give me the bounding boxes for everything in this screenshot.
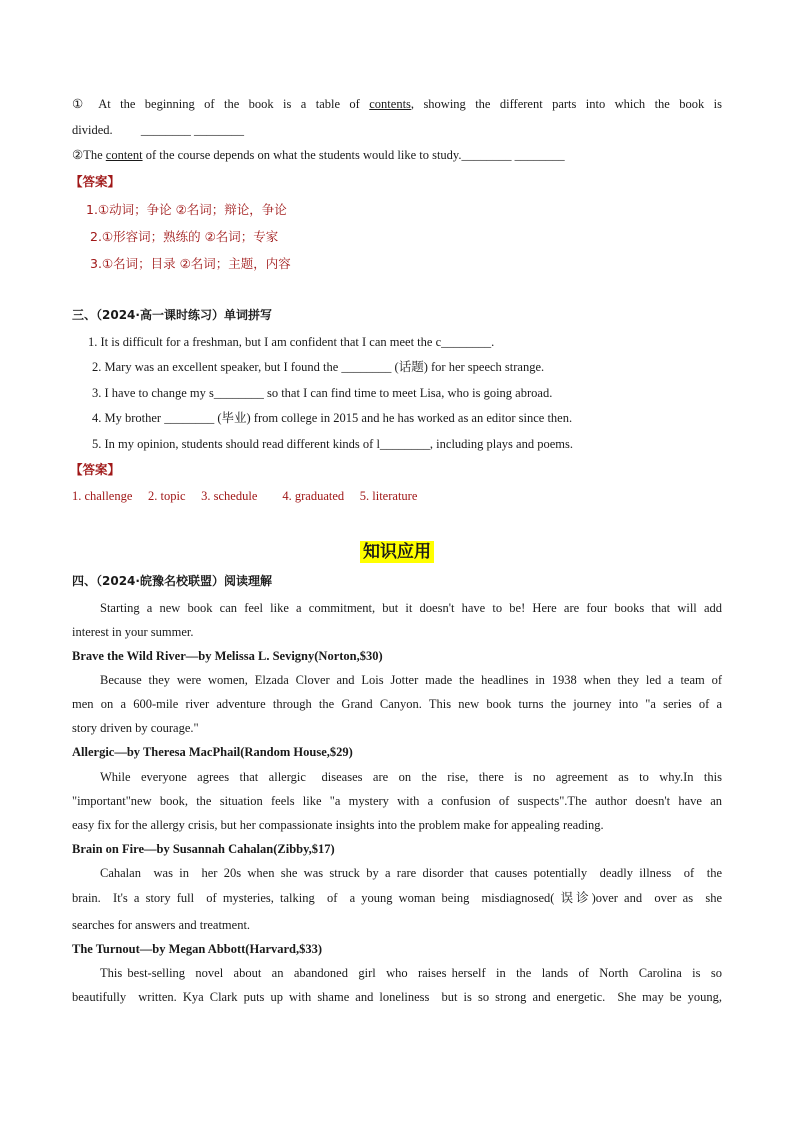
book-1-heading: Brave the Wild River—by Melissa L. Sevigny(Norton,$30) <box>72 649 383 663</box>
answer-item-1: 1.①动词；争论 ②名词；辩论，争论 <box>86 202 287 217</box>
intro-line-2: interest in your summer. <box>72 625 194 639</box>
book-1-line-3: story driven by courage." <box>72 721 199 735</box>
answer-item-3: 3.①名词；目录 ②名词；主题，内容 <box>90 256 291 271</box>
book-3-line-1: Cahalan was in her 20s when she was struck by a rare disorder that causes potentially deadly illness of the <box>100 866 722 880</box>
book-2-line-1: While everyone agrees that allergic diseases are on the rise, there is no agreement as to why.In this <box>100 770 722 784</box>
knowledge-heading-wrap <box>72 537 722 562</box>
answer-item-2: 2.①形容词；熟练的 ②名词；专家 <box>90 229 279 244</box>
spelling-item-1: 1. It is difficult for a freshman, but I am confident that I can meet the c________. <box>88 335 495 349</box>
example-1-blank: ________ ________ <box>140 123 244 137</box>
book-1-line-1: Because they were women, Elzada Clover and Lois Jotter made the headlines in 1938 when they led a team of <box>100 673 722 687</box>
book-4-line-2: beautifully written. Kya Clark puts up with shame and loneliness but is so strong and energetic. She may be young, <box>72 990 722 1004</box>
spelling-item-3: 3. I have to change my s________ so that I can find time to meet Lisa, who is going abroad. <box>92 386 553 400</box>
knowledge-heading: 知识应用 <box>360 541 434 563</box>
spelling-answers: 1. challenge 2. topic 3. schedule 4. graduated 5. literature <box>72 489 418 503</box>
section-3-title: 三、（2024·高一课时练习）单词拼写 <box>72 308 272 322</box>
example-2-text: ②The <box>72 148 106 162</box>
example-2-text-end: of the course depends on what the students would like to study. <box>142 148 462 162</box>
book-2-line-3: easy fix for the allergy crisis, but her compassionate insights into the problem make for appealing reading. <box>72 818 604 832</box>
book-2-line-2: "important"new book, the situation feels like "a mystery with a confusion of suspects".The author doesn't have an <box>72 794 722 808</box>
example-sentence-1 <box>72 96 722 112</box>
book-3-line-3: searches for answers and treatment. <box>72 918 251 932</box>
book-3-line-2: brain. It's a story full of mysteries, talking of a young woman being misdiagnosed( 误诊)over and over as she <box>72 891 722 905</box>
example-sentence-1-cont <box>72 122 244 138</box>
book-1-line-2: men on a 600-mile river adventure through the Grand Canyon. This new book turns the journey into "a series of a <box>72 697 722 711</box>
book-4-line-1: This best-selling novel about an abandoned girl who raises herself in the lands of North Carolina is so <box>100 966 722 980</box>
book-3-heading: Brain on Fire—by Susannah Cahalan(Zibby,$17) <box>72 842 335 856</box>
example-2-keyword: content <box>105 148 143 162</box>
example-sentence-2 <box>72 147 565 163</box>
intro-line-1: Starting a new book can feel like a commitment, but it doesn't have to be! Here are four books that will add <box>100 601 722 615</box>
spelling-item-5: 5. In my opinion, students should read different kinds of l________, including plays and poems. <box>92 437 573 451</box>
book-2-heading: Allergic—by Theresa MacPhail(Random House,$29) <box>72 745 353 759</box>
example-1-continuation: divided. <box>72 123 113 137</box>
example-1-keyword: contents <box>369 97 411 111</box>
example-2-blank: ________ ________ <box>461 148 565 162</box>
answer-label-2: 【答案】 <box>70 462 121 477</box>
section-4-title: 四、（2024·皖豫名校联盟）阅读理解 <box>72 574 272 588</box>
example-1-text-end: , showing the different parts into which the book is <box>410 97 722 111</box>
book-4-heading: The Turnout—by Megan Abbott(Harvard,$33) <box>72 942 323 956</box>
spelling-item-4: 4. My brother ________ (毕业) from college in 2015 and he has worked as an editor since then. <box>92 411 573 425</box>
answer-label: 【答案】 <box>70 174 121 189</box>
spelling-item-2: 2. Mary was an excellent speaker, but I found the ________ (话题) for her speech strange. <box>92 360 545 374</box>
example-1-text: ① At the beginning of the book is a table of <box>72 97 370 111</box>
